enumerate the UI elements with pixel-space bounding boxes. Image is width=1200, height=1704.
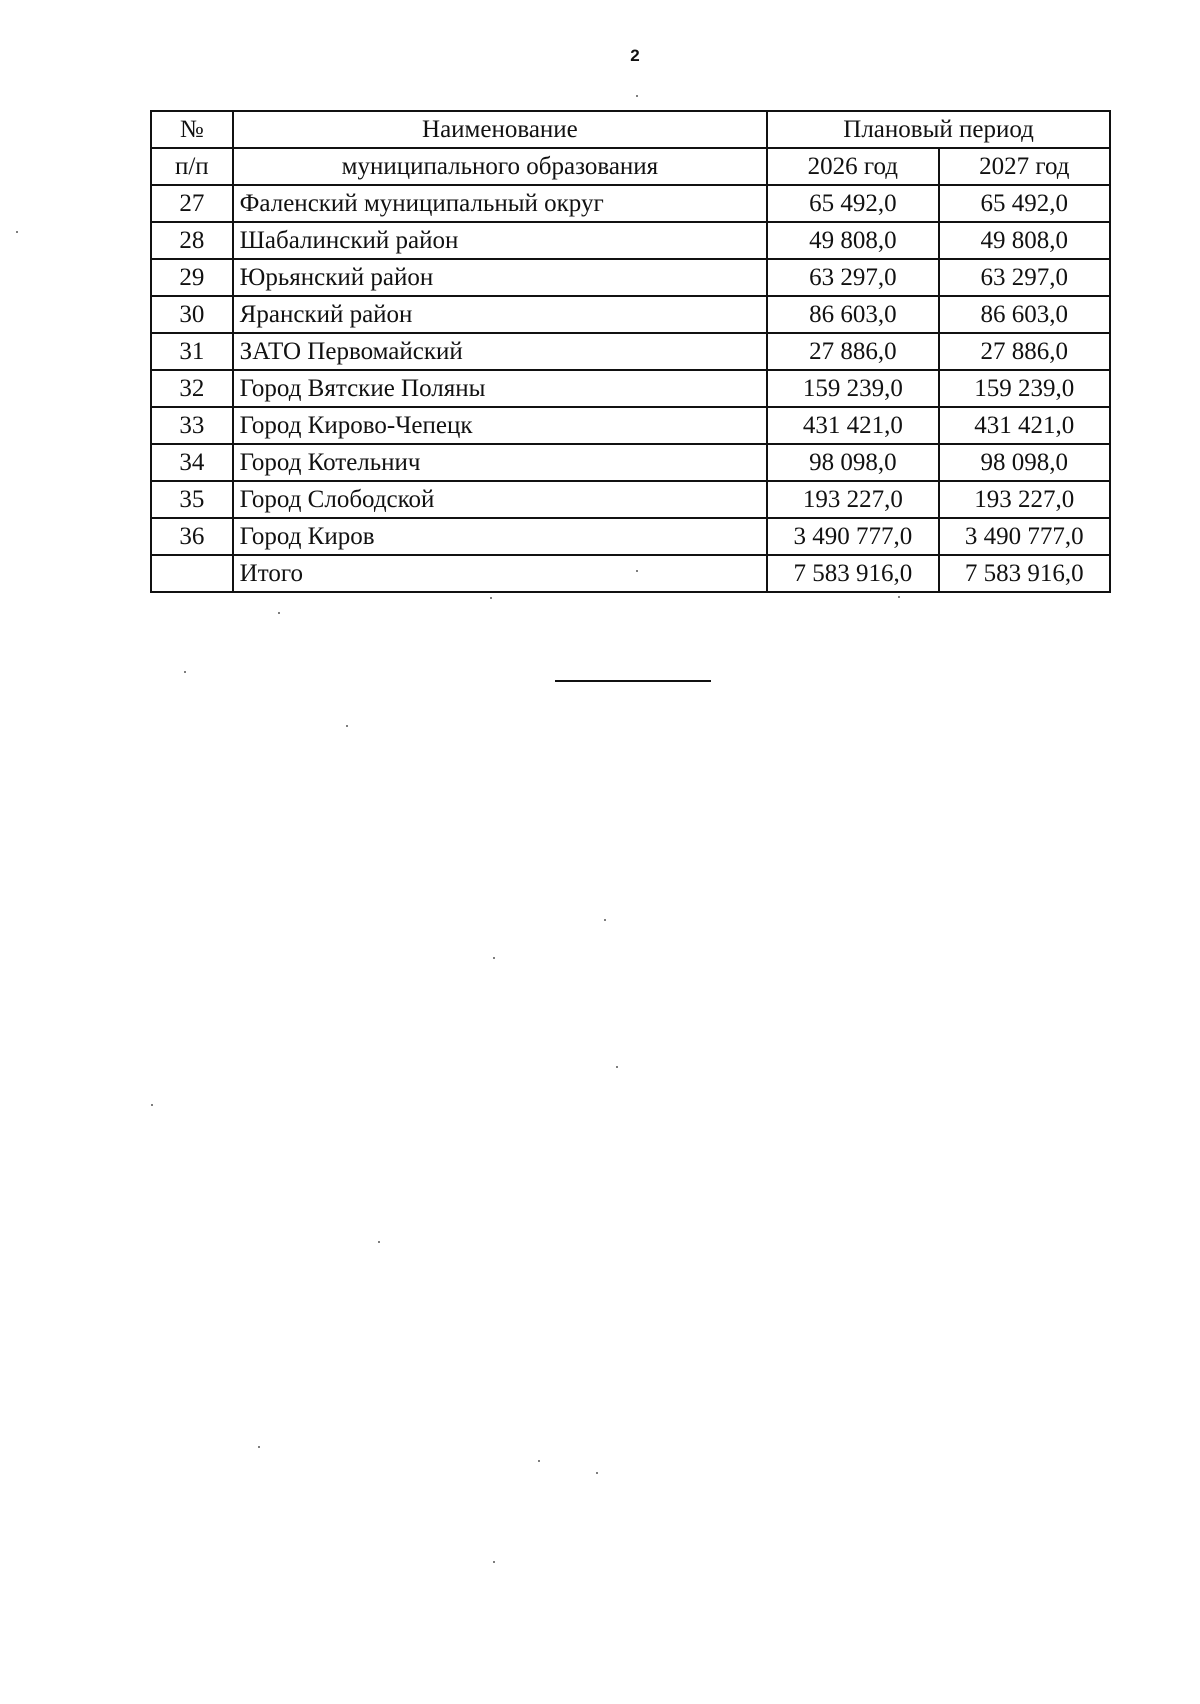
scan-speck <box>538 1460 540 1462</box>
municipality-name: ЗАТО Первомайский <box>233 333 767 370</box>
value-2027: 431 421,0 <box>939 407 1110 444</box>
municipality-name: Город Вятские Поляны <box>233 370 767 407</box>
table-row <box>151 444 1110 481</box>
municipality-name: Юрьянский район <box>233 259 767 296</box>
scan-speck <box>636 570 638 572</box>
total-row <box>151 555 1110 592</box>
scan-speck <box>493 1561 495 1563</box>
scan-speck <box>490 597 492 599</box>
table-row <box>151 518 1110 555</box>
value-2026: 27 886,0 <box>767 333 938 370</box>
header-name-line1: Наименование <box>233 111 767 148</box>
municipality-name: Яранский район <box>233 296 767 333</box>
municipality-name: Город Котельнич <box>233 444 767 481</box>
row-number: 33 <box>151 407 233 444</box>
value-2027: 63 297,0 <box>939 259 1110 296</box>
value-2027: 65 492,0 <box>939 185 1110 222</box>
value-2026: 49 808,0 <box>767 222 938 259</box>
municipality-name: Шабалинский район <box>233 222 767 259</box>
table-row <box>151 481 1110 518</box>
scan-speck <box>604 919 606 921</box>
row-number: 31 <box>151 333 233 370</box>
scan-speck <box>16 231 18 233</box>
value-2027: 193 227,0 <box>939 481 1110 518</box>
municipality-name: Город Кирово-Чепецк <box>233 407 767 444</box>
value-2027: 7 583 916,0 <box>939 555 1110 592</box>
end-separator-line <box>555 680 711 682</box>
budget-table <box>150 110 1111 593</box>
row-number: 32 <box>151 370 233 407</box>
row-number: 29 <box>151 259 233 296</box>
scan-speck <box>596 1472 598 1474</box>
header-name-line2: муниципального образования <box>233 148 767 185</box>
value-2027: 49 808,0 <box>939 222 1110 259</box>
scan-speck <box>278 612 280 614</box>
municipality-name: Фаленский муниципальный округ <box>233 185 767 222</box>
header-num-line2: п/п <box>151 148 233 185</box>
row-number: 27 <box>151 185 233 222</box>
value-2026: 159 239,0 <box>767 370 938 407</box>
table-header <box>151 111 1110 185</box>
municipality-name: Город Слободской <box>233 481 767 518</box>
header-num-line1: № <box>151 111 233 148</box>
header-period: Плановый период <box>767 111 1110 148</box>
value-2026: 431 421,0 <box>767 407 938 444</box>
value-2027: 27 886,0 <box>939 333 1110 370</box>
table-row <box>151 222 1110 259</box>
municipality-name: Город Киров <box>233 518 767 555</box>
scan-speck <box>258 1446 260 1448</box>
value-2026: 98 098,0 <box>767 444 938 481</box>
value-2026: 63 297,0 <box>767 259 938 296</box>
table-row <box>151 296 1110 333</box>
table-row <box>151 370 1110 407</box>
header-year-2027: 2027 год <box>939 148 1110 185</box>
table-row <box>151 333 1110 370</box>
row-number: 35 <box>151 481 233 518</box>
scan-speck <box>151 1104 153 1106</box>
value-2026: 3 490 777,0 <box>767 518 938 555</box>
table-row <box>151 185 1110 222</box>
scan-speck <box>184 671 186 673</box>
scan-speck <box>378 1241 380 1243</box>
page-number: 2 <box>630 46 640 65</box>
municipality-name: Итого <box>233 555 767 592</box>
value-2027: 86 603,0 <box>939 296 1110 333</box>
header-year-2026: 2026 год <box>767 148 938 185</box>
row-number: 34 <box>151 444 233 481</box>
row-number: 30 <box>151 296 233 333</box>
row-number <box>151 555 233 592</box>
value-2026: 7 583 916,0 <box>767 555 938 592</box>
row-number: 36 <box>151 518 233 555</box>
scan-speck <box>636 95 638 97</box>
value-2027: 3 490 777,0 <box>939 518 1110 555</box>
value-2026: 193 227,0 <box>767 481 938 518</box>
value-2027: 98 098,0 <box>939 444 1110 481</box>
table-body <box>151 185 1110 592</box>
value-2026: 65 492,0 <box>767 185 938 222</box>
scan-speck <box>493 957 495 959</box>
scan-speck <box>616 1066 618 1068</box>
value-2026: 86 603,0 <box>767 296 938 333</box>
scan-speck <box>898 596 900 598</box>
scan-speck <box>346 725 348 727</box>
row-number: 28 <box>151 222 233 259</box>
table-row <box>151 259 1110 296</box>
table-row <box>151 407 1110 444</box>
value-2027: 159 239,0 <box>939 370 1110 407</box>
